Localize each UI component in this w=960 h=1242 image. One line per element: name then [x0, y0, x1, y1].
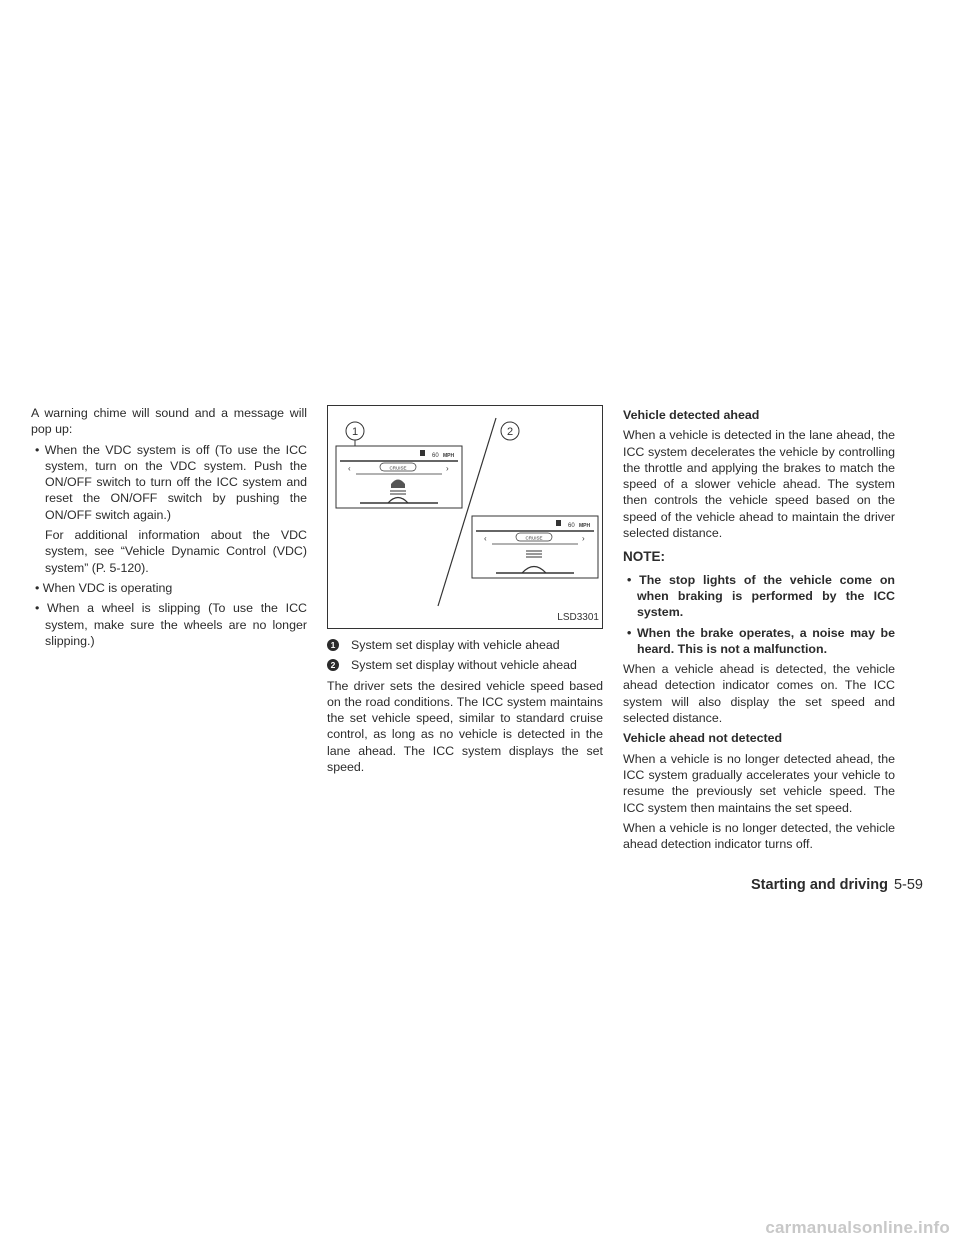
column-right	[623, 405, 895, 856]
speed-value: 60	[432, 453, 439, 459]
speed-value: 60	[568, 523, 575, 529]
cruise-label: CRUISE	[525, 535, 543, 541]
page-footer	[751, 877, 923, 893]
display-2	[472, 516, 598, 578]
note-item: • The stop lights of the vehicle come on when braking is performed by the ICC system.	[627, 572, 895, 620]
bullet-item: • When the VDC system is off (To use the ICC system, turn on the VDC system. Push the ON/OFF switch to turn off the ICC system and reset the ON/OFF switch by pushing the ON/OFF switch again.)	[35, 442, 307, 522]
page-number: 5-59	[893, 877, 923, 893]
note-item: • When the brake operates, a noise may be heard. This is not a malfunction.	[627, 625, 895, 656]
arrow-right-icon: ›	[582, 534, 585, 543]
note-title: NOTE:	[623, 549, 665, 565]
body-paragraph: When a vehicle is no longer detected ahead, the ICC system gradually accelerates your vehicle to resume the previously set vehicle speed. The ICC system then maintains the set speed.	[623, 751, 895, 815]
body-paragraph: When a vehicle is detected in the lane ahead, the ICC system decelerates the vehicle by controlling the throttle and applying the brakes to match the speed of a slower vehicle ahead. The system then controls the vehicle speed based on the speed of the vehicle ahead to maintain the driver selected distance.	[623, 428, 895, 541]
callout-1-label: 1	[351, 426, 359, 438]
caption-number: 2	[327, 659, 339, 671]
section-heading: Vehicle ahead not detected	[623, 731, 783, 746]
body-paragraph: When a vehicle is no longer detected, the vehicle ahead detection indicator turns off.	[623, 820, 895, 852]
section-title: Starting and driving	[751, 877, 888, 893]
arrow-left-icon: ‹	[484, 534, 487, 543]
display-figure	[327, 405, 603, 629]
caption-number: 1	[327, 639, 339, 651]
speed-unit: MPH	[579, 523, 591, 529]
body-paragraph: When a vehicle ahead is detected, the vehicle ahead detection indicator comes on. The ICC system will also display the set speed and selected distance.	[623, 662, 895, 726]
lock-icon	[556, 520, 561, 526]
lock-icon	[420, 450, 425, 456]
caption-2: 2 System set display without vehicle ahead	[327, 657, 603, 673]
arrow-left-icon: ‹	[348, 464, 351, 473]
bullet-subtext: For additional information about the VDC system, see “Vehicle Dynamic Control (VDC) system” (P. 5-120).	[45, 528, 307, 575]
display-1	[336, 446, 462, 508]
intro-text: A warning chime will sound and a message will pop up:	[31, 406, 307, 437]
column-left	[31, 405, 307, 653]
figure-code: LSD3301	[557, 611, 599, 623]
bullet-item: • When VDC is operating	[35, 580, 173, 595]
caption-1: 1 System set display with vehicle ahead	[327, 637, 603, 653]
cruise-label: CRUISE	[389, 465, 407, 471]
body-paragraph: The driver sets the desired vehicle speed based on the road conditions. The ICC system maintains the set vehicle speed, similar to standard cruise control, as long as no vehicle is detected in the lane ahead. The ICC system displays the set speed.	[327, 678, 603, 775]
watermark: carmanualsonline.info	[765, 1218, 950, 1237]
arrow-right-icon: ›	[446, 464, 449, 473]
speed-unit: MPH	[443, 453, 455, 459]
column-middle	[327, 405, 603, 779]
callout-2-label: 2	[506, 426, 514, 438]
section-heading: Vehicle detected ahead	[623, 408, 760, 422]
figure-illustration	[328, 406, 604, 630]
bullet-item: • When a wheel is slipping (To use the ICC system, make sure the wheels are no longer slipping.)	[35, 601, 307, 648]
bullet-marker: •	[35, 442, 40, 457]
